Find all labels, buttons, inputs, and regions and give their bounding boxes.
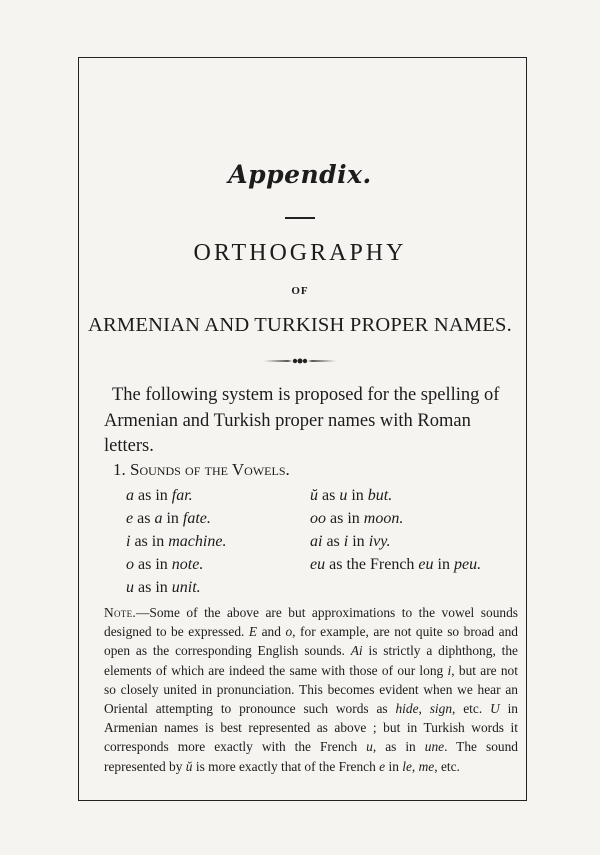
note-label: Note. xyxy=(104,605,137,620)
vowel-left: u as in unit. xyxy=(126,579,201,596)
vowel-left: e as a in fate. xyxy=(126,510,211,527)
note-paragraph: Note.—Some of the above are but approximations to the vowel sounds designed to be expressed. E and o, for example, are not quite so broad and open as the corresponding English sounds. Ai is strictly a diphthong, the elements of which are indeed the same with those of our long i, but are not so closely united in pronunciation. This becomes evident when we hear an Oriental attempting to pronounce such words as hide, sign, etc. U in Armenian names is best represented as above ; but in Turkish words it corresponds more exactly with the French u, as in une. The sound represented by ŭ is more exactly that of the French e in le, me, etc. xyxy=(104,605,519,774)
short-rule xyxy=(285,217,315,219)
intro-paragraph: The following system is proposed for the spelling of Armenian and Turkish proper names with Roman letters. xyxy=(104,385,500,456)
vowel-right: ŭ as u in but. xyxy=(310,487,393,504)
section-heading xyxy=(113,460,290,480)
vowel-left: a as in far. xyxy=(126,487,193,504)
main-title: ORTHOGRAPHY xyxy=(193,240,407,266)
appendix-heading: Appendix. xyxy=(228,160,372,189)
ornament-divider xyxy=(262,356,338,366)
section-number: 1. xyxy=(113,460,126,479)
subtitle: ARMENIAN AND TURKISH PROPER NAMES. xyxy=(88,314,512,336)
vowel-right: ai as i in ivy. xyxy=(310,533,391,550)
vowel-right: eu as the French eu in peu. xyxy=(310,556,482,573)
of-connector: OF xyxy=(291,285,309,297)
section-title: Sounds of the Vowels. xyxy=(130,460,290,479)
vowel-right: oo as in moon. xyxy=(310,510,404,527)
vowel-left: i as in machine. xyxy=(126,533,227,550)
vowel-left: o as in note. xyxy=(126,556,204,573)
